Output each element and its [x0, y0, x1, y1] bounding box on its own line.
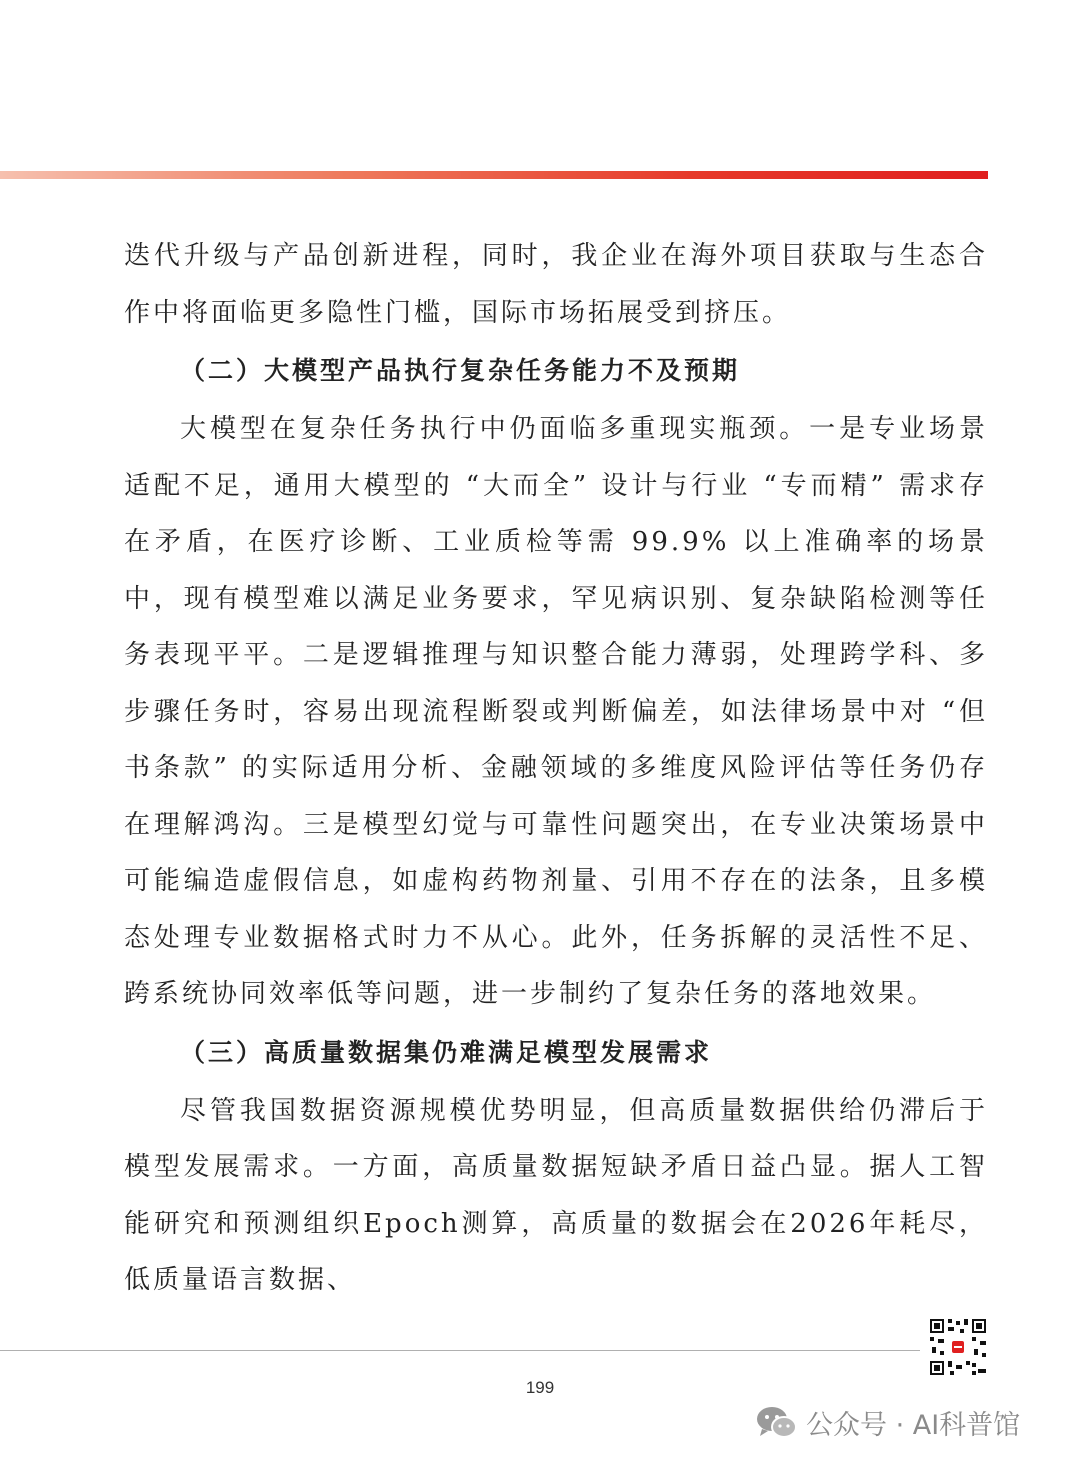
watermark [756, 1402, 1020, 1442]
footer-divider [0, 1350, 920, 1351]
page-number: 199 [525, 1378, 555, 1397]
paragraph-data-quality: 尽管我国数据资源规模优势明显，但高质量数据供给仍滞后于模型发展需求。一方面，高质量数据短缺矛盾日益凸显。据人工智能研究和预测组织Epoch测算，高质量的数据会在2026年耗尽，低质量语言数据、 [124, 1095, 988, 1295]
wechat-icon [756, 1405, 798, 1439]
header-accent-bar [0, 171, 988, 179]
paragraph-continuation: 迭代升级与产品创新进程，同时，我企业在海外项目获取与生态合作中将面临更多隐性门槛，国际市场拓展受到挤压。 [124, 241, 988, 328]
qr-code-icon[interactable] [928, 1317, 988, 1377]
section-heading-2: （二）大模型产品执行复杂任务能力不及预期 [180, 356, 741, 385]
page-content [124, 228, 988, 1309]
watermark-text: 公众号 · AI科普馆 [806, 1409, 1021, 1441]
paragraph-complex-tasks: 大模型在复杂任务执行中仍面临多重现实瓶颈。一是专业场景适配不足，通用大模型的 “大而全” 设计与行业 “专而精” 需求存在矛盾，在医疗诊断、工业质检等需 99.9% 以上准确率的场景中，现有模型难以满足业务要求，罕见病识别、复杂缺陷检测等任务表现平平。二是逻辑推理与知识整合能力薄弱，处理跨学科、多步骤任务时，容易出现流程断裂或判断偏差，如法律场景中对 “但书条款” 的实际适用分析、金融领域的多维度风险评估等任务仍存在理解鸿沟。三是模型幻觉与可靠性问题突出，在专业决策场景中可能编造虚假信息，如虚构药物剂量、引用不存在的法条，且多模态处理专业数据格式时力不从心。此外，任务拆解的灵活性不足、跨系统协同效率低等问题，进一步制约了复杂任务的落地效果。 [124, 414, 988, 1009]
section-heading-3: （三）高质量数据集仍难满足模型发展需求 [180, 1037, 713, 1067]
